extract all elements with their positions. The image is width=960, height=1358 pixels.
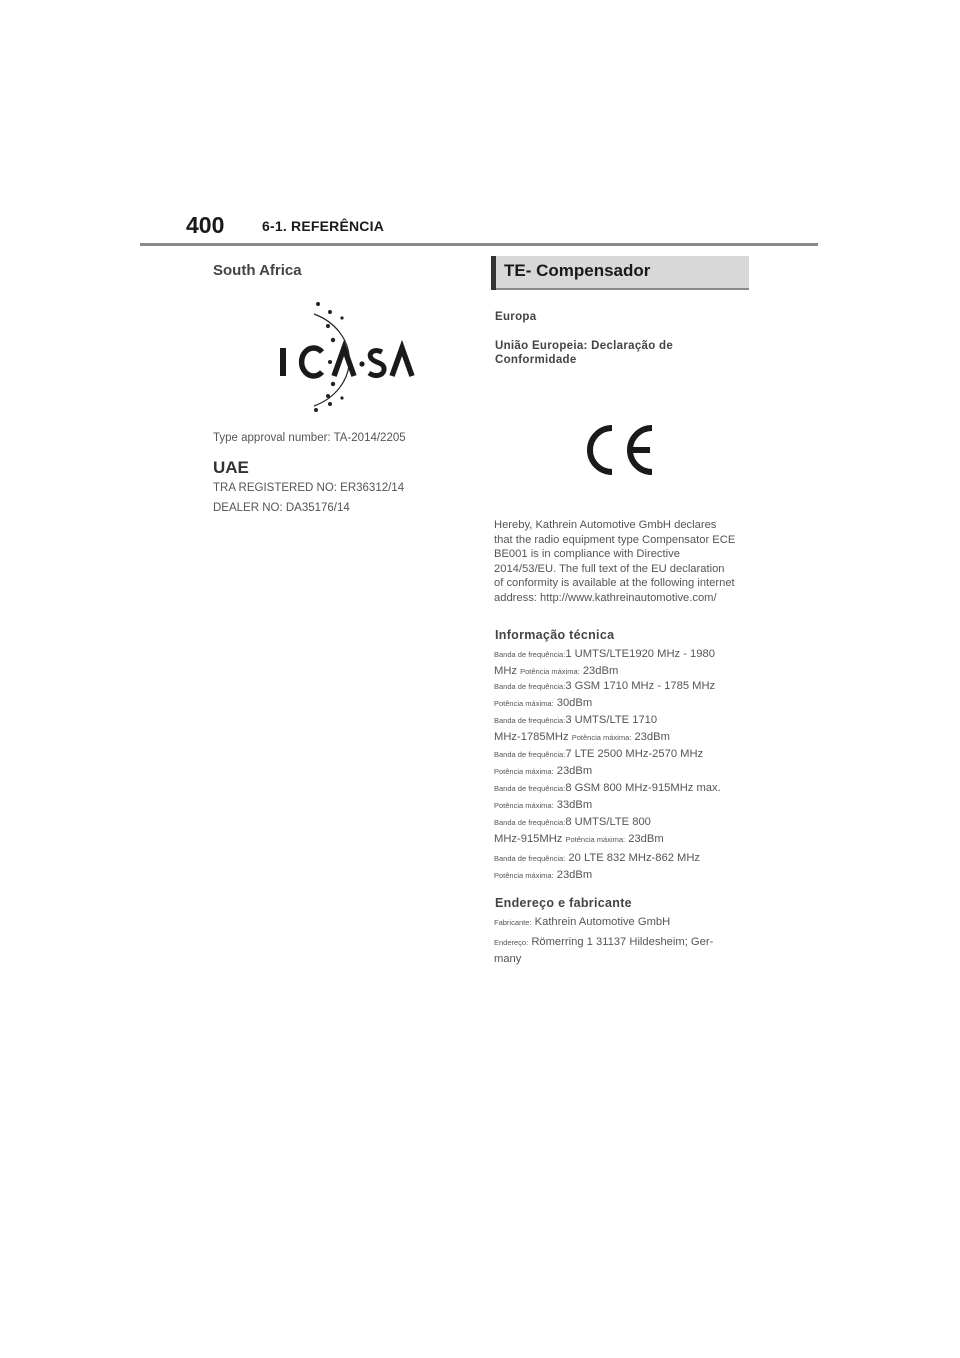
band-label: Banda de frequência:: [494, 784, 566, 793]
band-label: Banda de frequência:: [494, 650, 566, 659]
declaration-heading-line-1: União Europeia: Declaração de: [495, 340, 674, 352]
icasa-logo: [270, 298, 420, 418]
power-value: 23dBm: [556, 869, 593, 881]
address-heading: Endereço e fabricante: [495, 896, 632, 910]
declaration-line: that the radio equipment type Compensator ECE: [494, 533, 736, 546]
band-value: 8 UMTS/LTE 800: [565, 816, 651, 828]
tra-registered-number: TRA REGISTERED NO: ER36312/14: [213, 482, 405, 494]
power-label: Potência máxima:: [571, 733, 632, 742]
declaration-line: 2014/53/EU. The full text of the EU declaration: [494, 562, 725, 575]
spec-entry: [494, 746, 756, 780]
power-label: Potência máxima:: [494, 767, 554, 776]
band-value: 8 GSM 800 MHz-915MHz max.: [565, 782, 721, 794]
europa-heading: Europa: [495, 311, 537, 323]
power-value: 23dBm: [628, 833, 664, 845]
power-label: Potência máxima:: [494, 871, 554, 880]
band-value: 3 UMTS/LTE 1710: [565, 714, 658, 726]
manufacturer-label: Fabricante:: [494, 918, 532, 927]
spec-entry: [494, 814, 756, 848]
power-label: Potência máxima:: [565, 835, 626, 844]
heading-accent-bar: [491, 256, 496, 290]
power-value: 30dBm: [556, 697, 593, 709]
address-line-2: many: [494, 953, 522, 965]
spec-entry: [494, 712, 756, 746]
band-value-cont: MHz: [494, 665, 517, 677]
tech-info-heading: Informação técnica: [495, 628, 615, 642]
section-title: 6-1. REFERÊNCIA: [262, 218, 385, 234]
band-value: 7 LTE 2500 MHz-2570 MHz: [565, 748, 704, 760]
spec-entry: [494, 646, 756, 680]
power-value: 33dBm: [556, 799, 593, 811]
band-label: Banda de frequência:: [494, 854, 566, 863]
spec-entry: [494, 780, 756, 814]
declaration-line: of conformity is available at the following internet: [494, 577, 735, 590]
type-approval-number: Type approval number: TA-2014/2205: [213, 432, 406, 444]
page-number: 400: [186, 212, 225, 238]
section-heading: TE- Compensador: [504, 261, 651, 280]
spec-entry: [494, 850, 756, 884]
band-value: 1 UMTS/LTE1920 MHz - 1980: [565, 648, 715, 660]
declaration-line: address: http://www.kathreinautomotive.com/: [494, 591, 717, 604]
declaration-line: BE001 is in compliance with Directive: [494, 548, 680, 561]
dealer-number: DEALER NO: DA35176/14: [213, 502, 350, 514]
band-value: 20 LTE 832 MHz-862 MHz: [568, 852, 701, 864]
header-divider: [140, 243, 818, 246]
power-label: Potência máxima:: [520, 667, 580, 676]
manufacturer-value: Kathrein Automotive GmbH: [534, 916, 671, 928]
band-label: Banda de frequência:: [494, 682, 566, 691]
power-label: Potência máxima:: [494, 699, 554, 708]
address-line-1: Römerring 1 31137 Hildesheim; Ger-: [531, 936, 714, 948]
band-label: Banda de frequência:: [494, 716, 566, 725]
band-label: Banda de frequência:: [494, 818, 566, 827]
declaration-text: [494, 518, 756, 606]
band-value-cont: MHz-915MHz: [494, 833, 563, 845]
south-africa-heading: South Africa: [213, 262, 302, 279]
power-value: 23dBm: [582, 665, 619, 677]
declaration-heading-line-2: Conformidade: [495, 354, 577, 366]
uae-heading: UAE: [213, 458, 249, 477]
band-value: 3 GSM 1710 MHz - 1785 MHz: [565, 680, 716, 692]
power-value: 23dBm: [556, 765, 593, 777]
ce-mark: [580, 420, 660, 480]
band-label: Banda de frequência:: [494, 750, 566, 759]
spec-entry: [494, 678, 756, 712]
manufacturer-entry: [494, 914, 756, 931]
power-label: Potência máxima:: [494, 801, 554, 810]
section-heading-box: [491, 256, 749, 290]
declaration-line: Hereby, Kathrein Automotive GmbH declares: [494, 519, 717, 531]
address-entry: [494, 934, 756, 967]
band-value-cont: MHz-1785MHz: [494, 731, 569, 743]
power-value: 23dBm: [634, 731, 670, 743]
address-label: Endereço:: [494, 938, 529, 947]
